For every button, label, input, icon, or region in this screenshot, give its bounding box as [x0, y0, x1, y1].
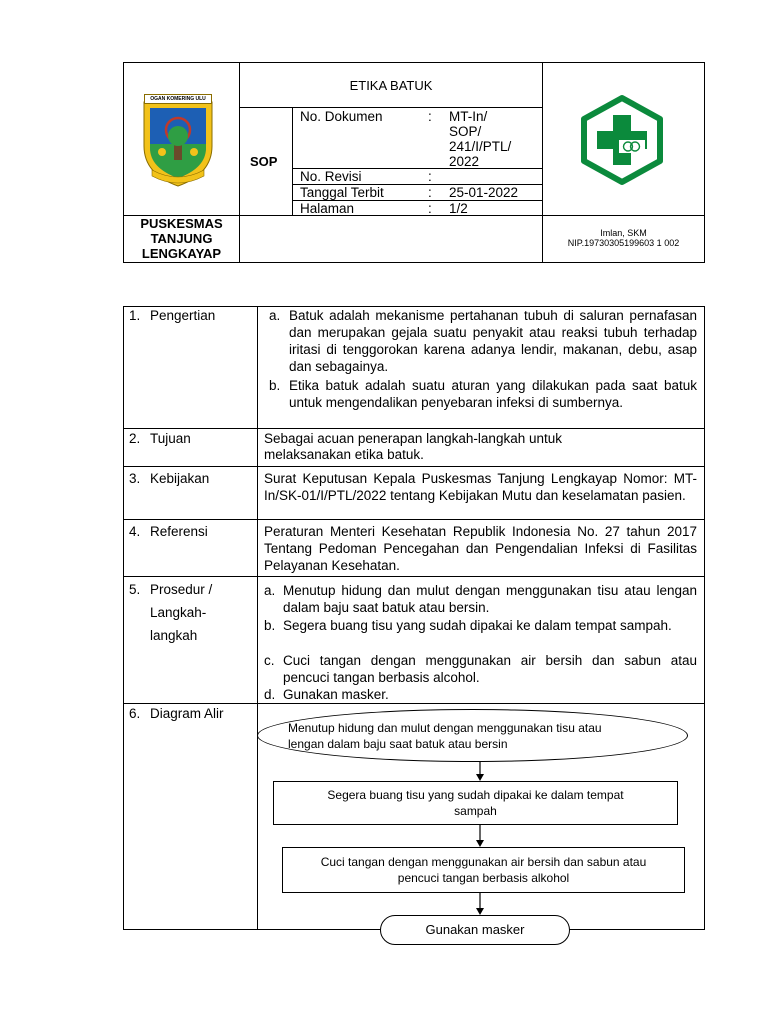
row-divider-4 — [123, 576, 705, 577]
puskesmas-name-line3: LENGKAYAP — [141, 246, 222, 261]
puskesmas-cross-icon — [575, 93, 669, 187]
pengertian-text-b: Etika batuk adalah suatu aturan yang dilakukan pada saat batuk untuk mengendalikan penyebaran infeksi di sumbernya. — [289, 378, 697, 410]
header-border-top — [123, 62, 705, 63]
row-divider-2 — [123, 466, 705, 467]
prosedur-step-b: Segera buang tisu yang sudah dipakai ke dalam tempat sampah. — [283, 618, 672, 633]
flowchart-node-4-line1: Gunakan masker — [425, 922, 525, 937]
puskesmas-logo — [575, 93, 669, 187]
district-logo — [138, 86, 218, 190]
section-title-referensi: Referensi — [150, 524, 208, 539]
flowchart-node-2 — [273, 781, 678, 825]
row-divider-3 — [123, 519, 705, 520]
flowchart-node-2-line1: Segera buang tisu yang sudah dipakai ke dalam tempat — [327, 788, 624, 802]
section-title-prosedur-line3: langkah — [150, 628, 198, 643]
pengertian-marker-a: a. — [269, 308, 281, 323]
section-number-6: 6. — [129, 706, 141, 721]
header-border-right — [704, 62, 705, 263]
field-label-no-revisi: No. Revisi — [300, 169, 362, 184]
field-label-halaman: Halaman — [300, 201, 355, 216]
prosedur-marker-c: c. — [264, 653, 275, 668]
flowchart-node-1-line1: Menutup hidung dan mulut dengan menggunakan tisu atau — [288, 720, 602, 735]
section-title-tujuan: Tujuan — [150, 431, 191, 446]
tujuan-text-line2: melaksanakan etika batuk. — [264, 447, 424, 462]
prosedur-marker-b: b. — [264, 618, 276, 633]
section-number-3: 3. — [129, 471, 141, 486]
field-label-tanggal-terbit: Tanggal Terbit — [300, 185, 384, 200]
tujuan-text-line1: Sebagai acuan penerapan langkah-langkah untuk — [264, 431, 562, 446]
pengertian-text-a: Batuk adalah mekanisme pertahanan tubuh di saluran pernafasan dan merupakan gejala suatu penyakit atau reaksi tubuh terhadap iritasi di tenggorokan karena adanya lendir, makanan, debu, asap dan sebagainya. — [289, 308, 697, 374]
section-number-1: 1. — [129, 308, 141, 323]
section-number-5: 5. — [129, 582, 141, 597]
flowchart-node-3 — [282, 847, 685, 893]
prosedur-marker-a: a. — [264, 583, 276, 598]
prosedur-step-a: Menutup hidung dan mulut dengan menggunakan tisu atau lengan dalam baju saat batuk atau bersin. — [283, 583, 697, 615]
flowchart-node-2-line2: sampah — [454, 804, 497, 818]
section-title-prosedur-line2: Langkah- — [150, 605, 207, 620]
field-sep-halaman: : — [428, 201, 432, 216]
header-border-bottom — [123, 262, 705, 263]
field-label-no-dokumen: No. Dokumen — [300, 109, 383, 124]
title-divider — [239, 107, 543, 108]
logo-banner-text: OGAN KOMERING ULU — [144, 94, 212, 104]
field-value-no-dokumen-line4: 2022 — [449, 154, 480, 169]
section-title-diagram-alir: Diagram Alir — [150, 706, 224, 721]
pengertian-marker-b: b. — [269, 378, 281, 393]
field-value-no-dokumen-line1: MT-In/ — [449, 109, 488, 124]
signer-nip: NIP.19730305199603 1 002 — [567, 238, 680, 248]
field-sep-no-revisi: : — [428, 169, 432, 184]
signer-name: Imlan, SKM — [600, 228, 647, 238]
field-value-no-dokumen-line2: SOP/ — [449, 124, 482, 139]
section-title-prosedur-line1: Prosedur / — [150, 582, 213, 597]
flowchart-node-1 — [257, 709, 688, 762]
referensi-text: Peraturan Menteri Kesehatan Republik Indonesia No. 27 tahun 2017 Tentang Pedoman Pencegahan dan Pengendalian Infeksi di Fasilitas Pelayanan Kesehatan. — [264, 524, 697, 573]
flowchart-node-1-line2: lengan dalam baju saat batuk atau bersin — [288, 736, 508, 751]
section-number-4: 4. — [129, 524, 141, 539]
flowchart-node-3-line2: pencuci tangan berbasis alkohol — [397, 871, 570, 885]
field-value-halaman: 1/2 — [449, 201, 468, 216]
prosedur-step-c: Cuci tangan dengan menggunakan air bersih dan sabun atau pencuci tangan berbasis alcohol. — [283, 653, 697, 685]
section-number-2: 2. — [129, 431, 141, 446]
field-sep-tanggal-terbit: : — [428, 185, 432, 200]
flowchart-node-4 — [380, 915, 570, 945]
section-title-kebijakan: Kebijakan — [150, 471, 210, 486]
flowchart-node-3-line1: Cuci tangan dengan menggunakan air bersih dan sabun atau — [320, 855, 647, 869]
field-sep-no-dokumen: : — [428, 109, 432, 124]
content-border-right — [704, 306, 705, 930]
puskesmas-name-line1: PUSKESMAS — [140, 216, 223, 231]
field-value-no-dokumen-line3: 241/I/PTL/ — [449, 139, 512, 154]
page-title: ETIKA BATUK — [349, 78, 433, 93]
row-divider-1 — [123, 428, 705, 429]
sop-label: SOP — [250, 154, 278, 169]
puskesmas-name-line2: TANJUNG — [150, 231, 213, 246]
section-title-pengertian: Pengertian — [150, 308, 216, 323]
kebijakan-text: Surat Keputusan Kepala Puskesmas Tanjung Lengkayap Nomor: MT-In/SK-01/I/PTL/2022 tentang Kebijakan Mutu dan keselamatan pasien. — [264, 471, 697, 503]
prosedur-marker-d: d. — [264, 687, 276, 702]
content-border-left — [123, 306, 124, 930]
prosedur-step-d: Gunakan masker. — [283, 687, 389, 702]
field-value-tanggal-terbit: 25-01-2022 — [449, 185, 519, 200]
